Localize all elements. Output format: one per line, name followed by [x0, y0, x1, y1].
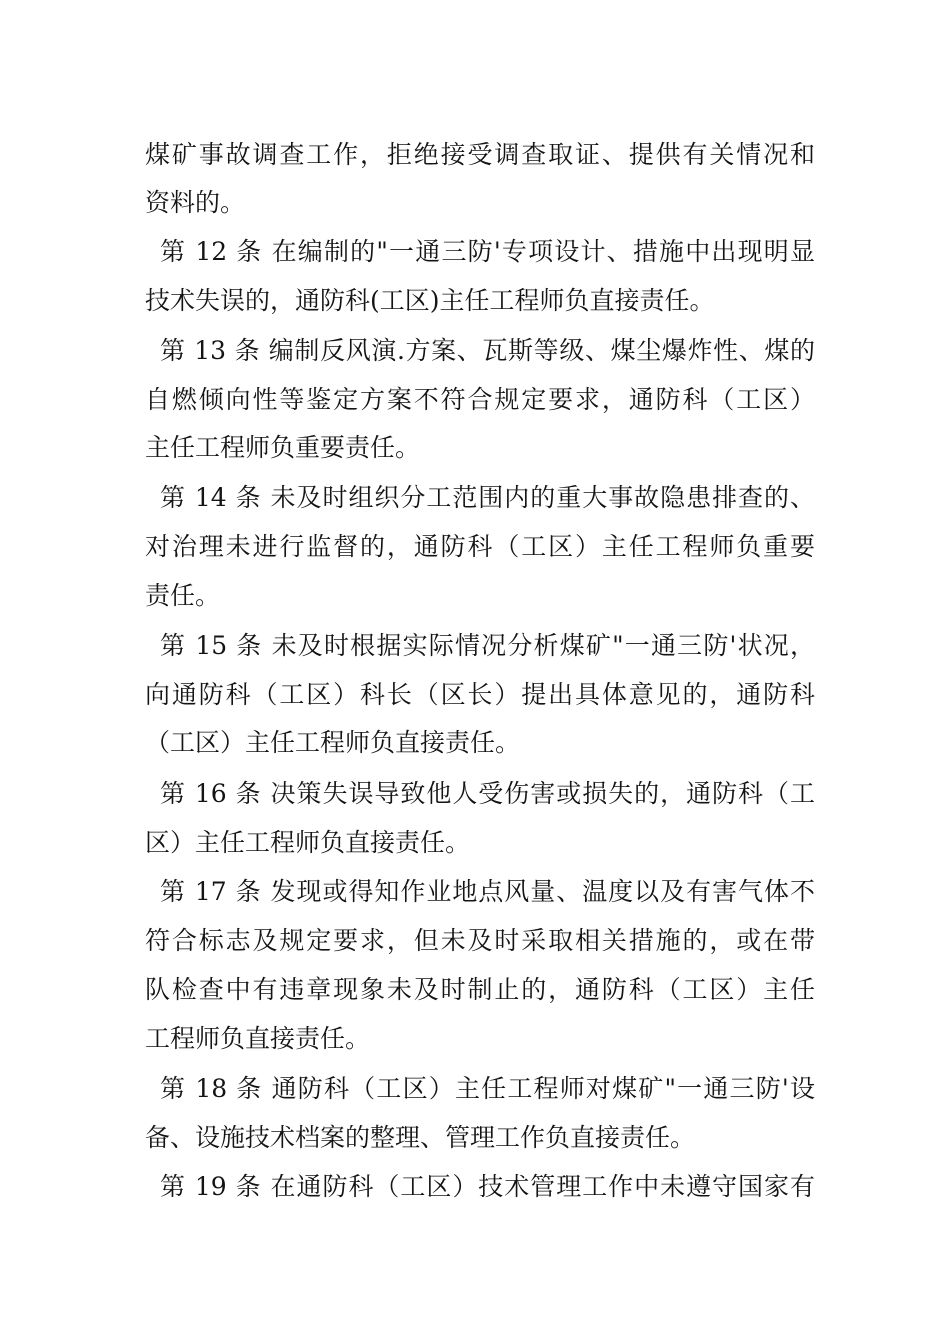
text-line: 工程师负直接责任。: [145, 1024, 371, 1053]
article-13-heading-line: 第 13 条 编制反风演.方案、瓦斯等级、煤尘爆炸性、煤的: [160, 336, 815, 365]
text-line: 符合标志及规定要求，但未及时采取相关措施的，或在带: [145, 926, 815, 955]
text-line: 区）主任工程师负直接责任。: [145, 828, 471, 857]
article-16-heading-line: 第 16 条 决策失误导致他人受伤害或损失的，通防科（工: [160, 779, 815, 808]
text-line: 对治理未进行监督的，通防科（工区）主任工程师负重要: [145, 532, 815, 561]
article-14-heading-line: 第 14 条 未及时组织分工范围内的重大事故隐患排查的、: [160, 483, 815, 512]
text-line: 向通防科（工区）科长（区长）提出具体意见的，通防科: [145, 680, 815, 709]
article-18-heading-line: 第 18 条 通防科（工区）主任工程师对煤矿"一通三防'设: [160, 1074, 815, 1103]
text-line: 责任。: [145, 581, 221, 610]
text-line: 队检查中有违章现象未及时制止的，通防科（工区）主任: [145, 975, 815, 1004]
text-line: 煤矿事故调查工作，拒绝接受调查取证、提供有关情况和: [145, 140, 815, 169]
text-line: 主任工程师负重要责任。: [145, 433, 421, 462]
text-line: （工区）主任工程师负直接责任。: [145, 728, 521, 757]
article-15-heading-line: 第 15 条 未及时根据实际情况分析煤矿"一通三防'状况，: [160, 631, 815, 660]
article-12-heading-line: 第 12 条 在编制的"一通三防'专项设计、措施中出现明显: [160, 237, 815, 266]
text-line: 备、设施技术档案的整理、管理工作负直接责任。: [145, 1123, 696, 1152]
text-line: 技术失误的，通防科(工区)主任工程师负直接责任。: [145, 286, 715, 315]
text-line: 自燃倾向性等鉴定方案不符合规定要求，通防科（工区）: [145, 385, 815, 414]
text-line: 资料的。: [145, 188, 246, 217]
article-17-heading-line: 第 17 条 发现或得知作业地点风量、温度以及有害气体不: [160, 877, 815, 906]
article-19-heading-line: 第 19 条 在通防科（工区）技术管理工作中未遵守国家有: [160, 1172, 815, 1201]
